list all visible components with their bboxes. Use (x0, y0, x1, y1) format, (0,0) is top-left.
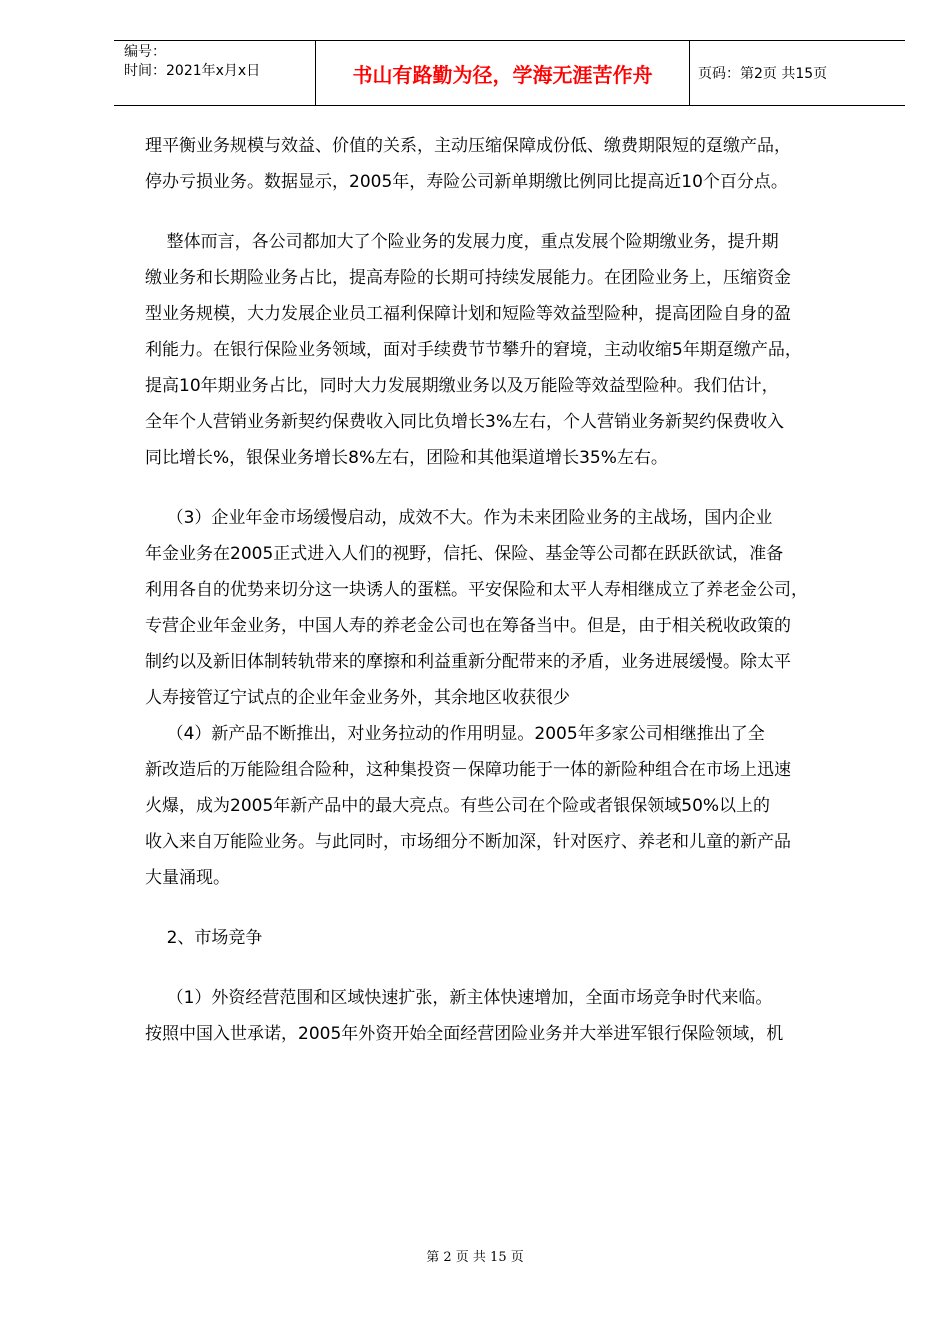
text-line: （3）企业年金市场缓慢启动，成效不大。作为未来团险业务的主战场，国内企业 (145, 508, 773, 528)
paragraph (145, 920, 880, 956)
text-line: 专营企业年金业务，中国人寿的养老金公司也在筹备当中。但是，由于相关税收政策的 (145, 616, 791, 636)
text-line: 年金业务在2005正式进入人们的视野，信托、保险、基金等公司都在跃跃欲试，准备 (145, 544, 784, 564)
paragraph (145, 128, 880, 200)
text-line: 2、市场竞争 (145, 928, 263, 948)
text-line: 全年个人营销业务新契约保费收入同比负增长3%左右，个人营销业务新契约保费收入 (145, 412, 784, 432)
text-line: 人寿接管辽宁试点的企业年金业务外，其余地区收获很少 (145, 688, 570, 708)
text-line: 理平衡业务规模与效益、价值的关系，主动压缩保障成份低、缴费期限短的趸缴产品， (145, 136, 791, 156)
header-page-info: 页码：第2页 共15页 (698, 66, 828, 82)
text-line: 同比增长%，银保业务增长8%左右，团险和其他渠道增长35%左右。 (145, 448, 668, 468)
text-line: （1）外资经营范围和区域快速扩张，新主体快速增加，全面市场竞争时代来临。 (145, 988, 773, 1008)
text-line: 停办亏损业务。数据显示，2005年，寿险公司新单期缴比例同比提高近10个百分点。 (145, 172, 788, 192)
page-footer: 第 2 页 共 15 页 (426, 1250, 524, 1265)
time-label: 时间：2021年x月x日 (124, 63, 261, 79)
text-line: 制约以及新旧体制转轨带来的摩擦和利益重新分配带来的矛盾，业务进展缓慢。除太平 (145, 652, 791, 672)
text-line: 收入来自万能险业务。与此同时，市场细分不断加深，针对医疗、养老和儿童的新产品 (145, 832, 791, 852)
header-meta (114, 41, 316, 105)
text-line: 型业务规模，大力发展企业员工福利保障计划和短险等效益型险种，提高团险自身的盈 (145, 304, 791, 324)
text-line: （4）新产品不断推出，对业务拉动的作用明显。2005年多家公司相继推出了全 (145, 724, 765, 744)
text-line: 利用各自的优势来切分这一块诱人的蛋糕。平安保险和太平人寿相继成立了养老金公司， (145, 580, 808, 600)
header-motto: 书山有路勤为径，学海无涯苦作舟 (316, 41, 690, 105)
paragraph (145, 224, 880, 476)
page-header (114, 40, 905, 106)
document-body (145, 128, 880, 1052)
text-line: 缴业务和长期险业务占比，提高寿险的长期可持续发展能力。在团险业务上，压缩资金 (145, 268, 791, 288)
paragraph-gap (145, 200, 880, 224)
paragraph-gap (145, 956, 880, 980)
paragraph (145, 500, 880, 896)
text-line: 提高10年期业务占比，同时大力发展期缴业务以及万能险等效益型险种。我们估计， (145, 376, 779, 396)
text-line: 按照中国入世承诺，2005年外资开始全面经营团险业务并大举进军银行保险领域，机 (145, 1024, 784, 1044)
paragraph-gap (145, 476, 880, 500)
text-line: 整体而言，各公司都加大了个险业务的发展力度，重点发展个险期缴业务，提升期 (145, 232, 779, 252)
text-line: 新改造后的万能险组合险种，这种集投资－保障功能于一体的新险种组合在市场上迅速 (145, 760, 791, 780)
text-line: 利能力。在银行保险业务领域，面对手续费节节攀升的窘境，主动收缩5年期趸缴产品， (145, 340, 802, 360)
text-line: 火爆，成为2005年新产品中的最大亮点。有些公司在个险或者银保领域50%以上的 (145, 796, 771, 816)
paragraph (145, 980, 880, 1052)
code-label: 编号： (124, 44, 166, 60)
text-line: 大量涌现。 (145, 868, 230, 888)
paragraph-gap (145, 896, 880, 920)
